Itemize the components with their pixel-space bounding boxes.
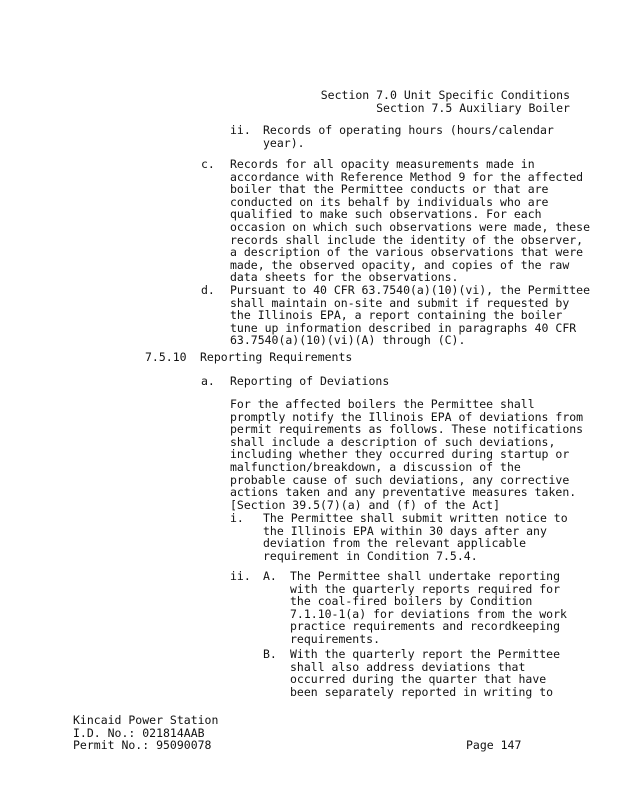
item-c-line: records shall include the identity of the observer, <box>230 232 584 247</box>
item-d-label: d. <box>201 283 215 297</box>
item-c-line: made, the observed opacity, and copies of the raw <box>230 257 570 272</box>
page-number: Page 147 <box>466 738 522 752</box>
footer-permit-no: Permit No.: 95090078 <box>73 738 212 753</box>
item-a-ii-A-line: The Permittee shall undertake reporting <box>290 569 561 583</box>
paragraph-line: For the affected boilers the Permittee shall <box>230 397 535 411</box>
item-ii-line: Records of operating hours (hours/calendar <box>263 123 554 137</box>
item-a-ii-A-line: 7.1.10-1(a) for deviations from the work <box>290 606 567 621</box>
item-d-line: tune up information described in paragraphs 40 CFR <box>230 320 577 335</box>
header-section-unit: Section 7.0 Unit Specific Conditions <box>320 88 570 102</box>
item-a-ii-A-line: practice requirements and recordkeeping <box>290 619 561 634</box>
item-a-i-line: The Permittee shall submit written notice to <box>263 511 568 525</box>
item-c-line: boiler that the Permittee conducts or that are <box>230 182 549 197</box>
item-c-line: a description of the various observations that were <box>230 245 584 260</box>
item-a-ii-A-line: with the quarterly reports required for <box>290 581 561 596</box>
footer-facility: Kincaid Power Station <box>73 713 219 727</box>
item-d-text <box>230 284 590 347</box>
item-c-line: data sheets for the observations. <box>230 270 459 285</box>
page-header <box>270 89 570 114</box>
page-footer <box>73 714 218 752</box>
footer-id-no: I.D. No.: 021814AAB <box>73 725 205 740</box>
item-a-ii-B-line: been separately reported in writing to <box>290 684 554 699</box>
item-a-ii-A-line: the coal-fired boilers by Condition <box>290 594 533 609</box>
item-a-i-line: the Illinois EPA within 30 days after any <box>263 523 547 538</box>
item-c-line: conducted on its behalf by individuals who are <box>230 194 549 209</box>
item-a-ii-B-line: shall also address deviations that <box>290 659 526 674</box>
item-a-heading: Reporting of Deviations <box>230 374 390 388</box>
paragraph-line: including whether they occurred during startup or <box>230 447 570 462</box>
item-a-paragraph <box>230 398 583 511</box>
item-a-i-label: i. <box>230 511 244 525</box>
paragraph-line: shall include a description of such deviations, <box>230 434 556 449</box>
item-d-line: 63.7540(a)(10)(vi)(A) through (C). <box>230 333 466 348</box>
section-number: 7.5.10 <box>145 350 187 364</box>
item-c-line: qualified to make such observations. For each <box>230 207 542 222</box>
item-d-line: the Illinois EPA, a report containing the boiler <box>230 308 563 323</box>
paragraph-line: probable cause of such deviations, any corrective <box>230 472 570 487</box>
paragraph-line: permit requirements as follows. These notifications <box>230 422 584 437</box>
paragraph-line: actions taken and any preventative measures taken. <box>230 485 577 500</box>
item-d-line: Pursuant to 40 CFR 63.7540(a)(10)(vi), the Permittee <box>230 283 591 297</box>
item-a-ii-A-line: requirements. <box>290 631 381 646</box>
item-c-text <box>230 158 590 284</box>
item-c-line: accordance with Reference Method 9 for the affected <box>230 169 584 184</box>
item-a-ii-A-label: A. <box>263 569 277 583</box>
paragraph-line: promptly notify the Illinois EPA of deviations from <box>230 409 584 424</box>
paragraph-line: [Section 39.5(7)(a) and (f) of the Act] <box>230 497 501 512</box>
item-a-ii-B-text <box>290 648 560 698</box>
item-a-i-line: requirement in Condition 7.5.4. <box>263 548 478 563</box>
item-a-ii-label: ii. <box>230 569 251 583</box>
header-section-boiler: Section 7.5 Auxiliary Boiler <box>376 100 570 115</box>
item-ii-label: ii. <box>230 123 251 137</box>
item-a-ii-B-line: occurred during the quarter that have <box>290 672 547 687</box>
item-c-line: occasion on which such observations were made, these <box>230 219 591 234</box>
item-a-ii-B-label: B. <box>263 647 277 661</box>
item-ii-text <box>263 124 554 149</box>
item-a-ii-A-text <box>290 570 567 646</box>
item-a-ii-B-line: With the quarterly report the Permittee <box>290 647 561 661</box>
item-a-i-line: deviation from the relevant applicable <box>263 536 527 551</box>
item-c-line: Records for all opacity measurements made in <box>230 157 535 171</box>
item-a-i-text <box>263 512 568 562</box>
section-title: Reporting Requirements <box>200 350 353 364</box>
item-d-line: shall maintain on-site and submit if requested by <box>230 295 570 310</box>
item-ii-line: year). <box>263 135 305 150</box>
item-a-label: a. <box>201 374 215 388</box>
paragraph-line: malfunction/breakdown, a discussion of the <box>230 459 521 474</box>
item-c-label: c. <box>201 157 215 171</box>
